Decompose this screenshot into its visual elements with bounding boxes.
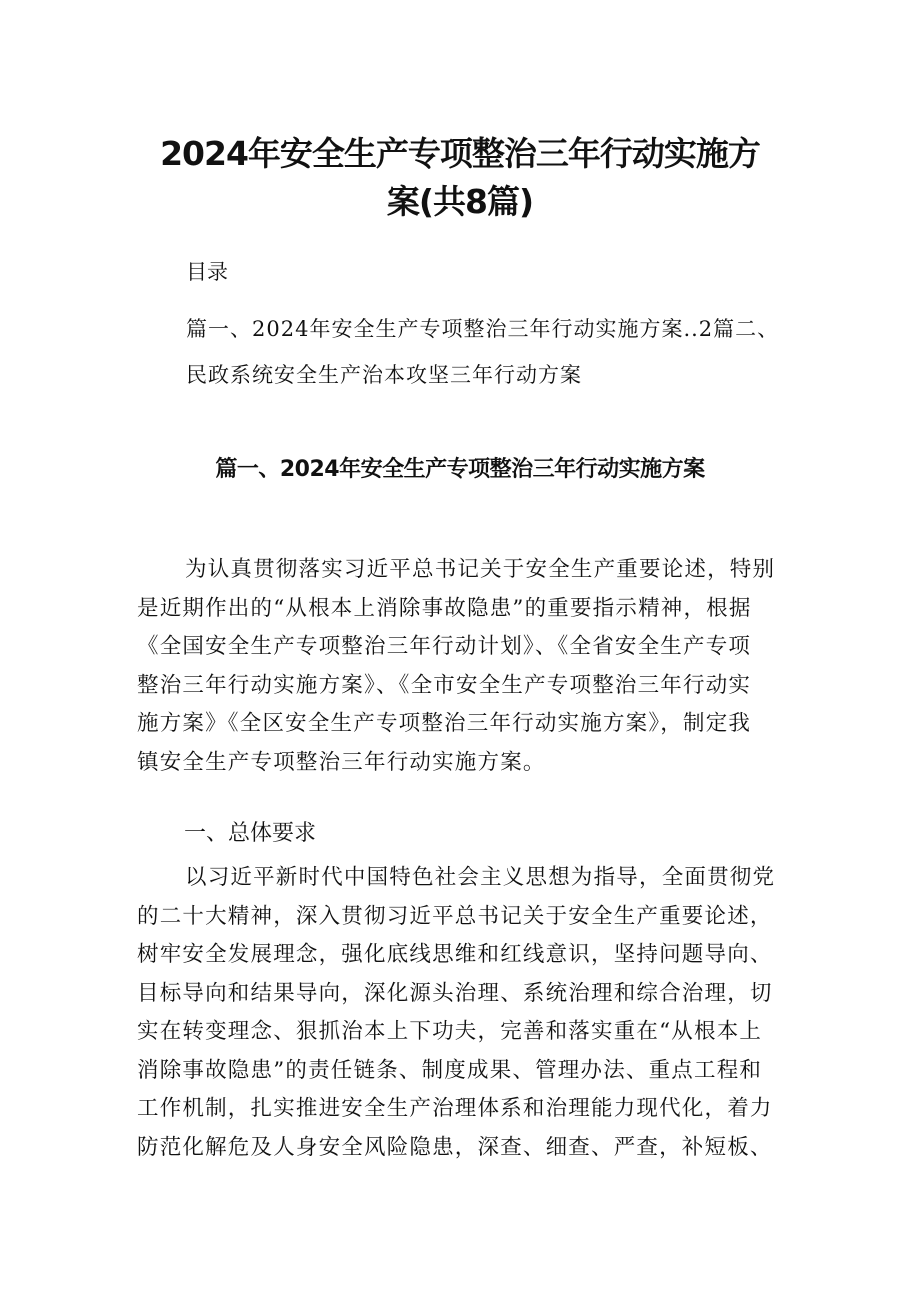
toc-line-1: 篇一、2024年安全生产专项整治三年行动实施方案..2篇二、 bbox=[186, 317, 780, 341]
document-title bbox=[130, 130, 790, 226]
title-line-2: 案(共8篇) bbox=[386, 182, 534, 221]
paragraph-line: 消除事故隐患”的责任链条、制度成果、管理办法、重点工程和 bbox=[137, 1057, 763, 1083]
paragraph-intro bbox=[137, 551, 793, 782]
subheading-general-requirements: 一、总体要求 bbox=[184, 821, 317, 846]
table-of-contents bbox=[186, 306, 806, 398]
paragraph-line: 整治三年行动实施方案》、《全市安全生产专项整治三年行动实 bbox=[137, 672, 752, 698]
paragraph-line: 树牢安全发展理念，强化底线思维和红线意识，坚持问题导向、 bbox=[137, 942, 773, 967]
paragraph-line: 是近期作出的“从根本上消除事故隐患”的重要指示精神，根据 bbox=[137, 595, 752, 621]
paragraph-line: 以习近平新时代中国特色社会主义思想为指导，全面贯彻党 bbox=[185, 865, 776, 890]
section-heading: 篇一、2024年安全生产专项整治三年行动实施方案 bbox=[215, 457, 705, 482]
paragraph-line: 防范化解危及人身安全风险隐患，深查、细查、严查，补短板、 bbox=[137, 1134, 773, 1160]
paragraph-line: 实在转变理念、狠抓治本上下功夫，完善和落实重在“从根本上 bbox=[137, 1019, 763, 1044]
title-line-1: 2024年安全生产专项整治三年行动实施方 bbox=[160, 134, 760, 173]
paragraph-line: 《全国安全生产专项整治三年行动计划》、《全省安全生产专项 bbox=[137, 634, 752, 659]
paragraph-line: 工作机制，扎实推进安全生产治理体系和治理能力现代化，着力 bbox=[137, 1096, 773, 1121]
paragraph-general-requirements bbox=[137, 859, 793, 1167]
paragraph-line: 施方案》《全区安全生产专项整治三年行动实施方案》，制定我 bbox=[137, 711, 752, 736]
toc-label: 目录 bbox=[186, 260, 228, 284]
paragraph-line: 目标导向和结果导向，深化源头治理、系统治理和综合治理，切 bbox=[137, 980, 773, 1006]
toc-line-2: 民政系统安全生产治本攻坚三年行动方案 bbox=[186, 363, 582, 387]
paragraph-line: 为认真贯彻落实习近平总书记关于安全生产重要论述，特别 bbox=[185, 557, 776, 582]
paragraph-line: 镇安全生产专项整治三年行动实施方案。 bbox=[137, 749, 546, 775]
paragraph-line: 的二十大精神，深入贯彻习近平总书记关于安全生产重要论述， bbox=[137, 903, 773, 929]
